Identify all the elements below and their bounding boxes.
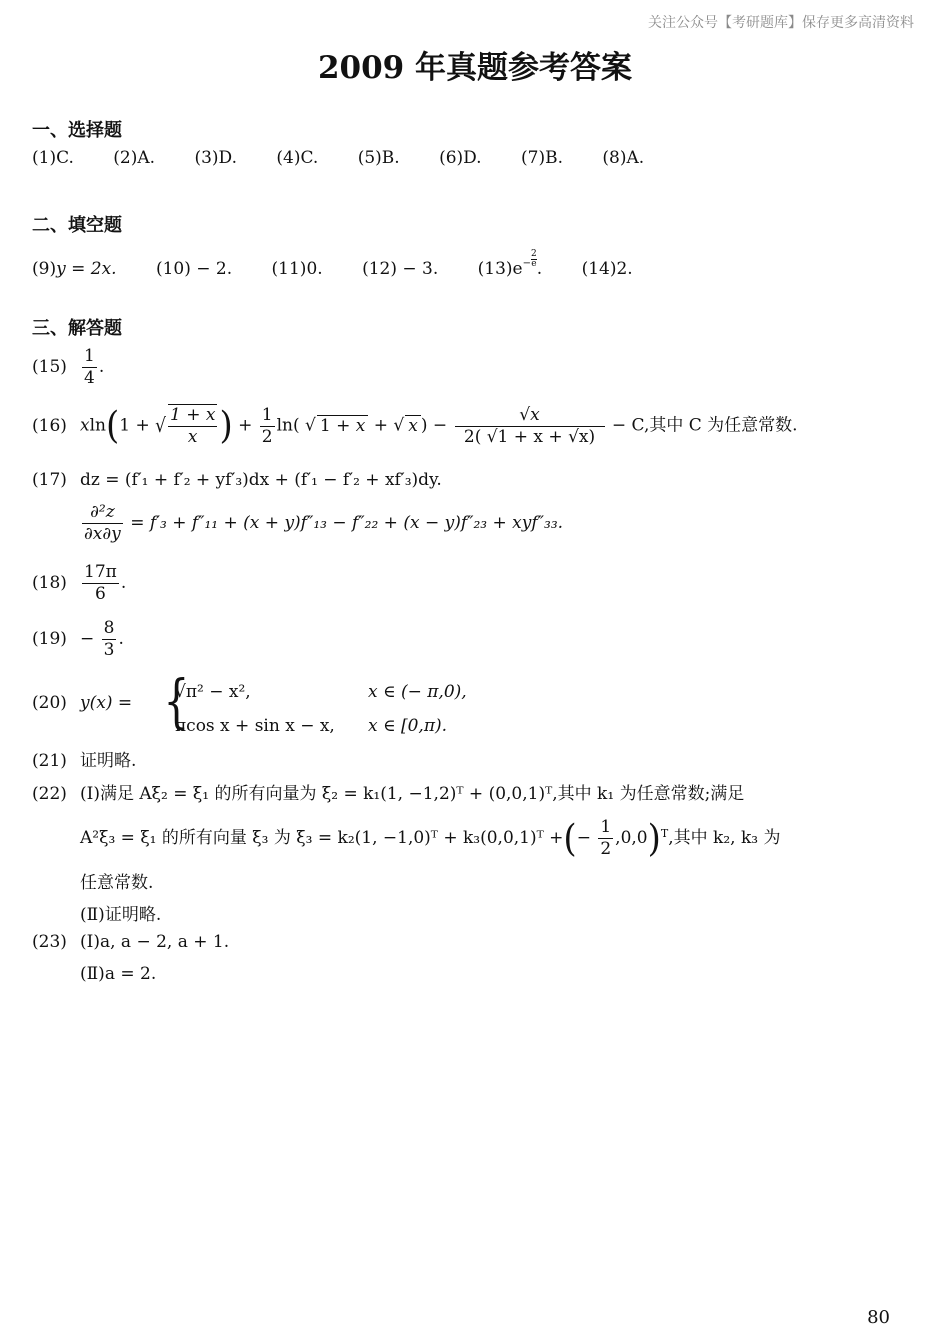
answer-22-line4: (Ⅱ)证明略. — [80, 905, 162, 925]
section-fill-heading: 二、填空题 — [32, 215, 122, 236]
brace: { — [163, 667, 190, 735]
answer-22-line1: (22) (Ⅰ)满足 Aξ₂ = ξ₁ 的所有向量为 ξ₂ = k₁(1, −1,2)ᵀ + (0,0,1)ᵀ,其中 k₁ 为任意常数;满足 — [32, 784, 745, 804]
answer-20-cond2: x ∈ [0,π). — [368, 716, 448, 736]
answer-15: (15) $\frac{1}{4}$ . — [32, 346, 105, 388]
watermark: 关注公众号【考研题库】保存更多高清资料 — [648, 15, 914, 31]
fill-answer-12: (12) − 3. — [362, 259, 439, 279]
answer-20-case2: πcos x + sin x − x, — [175, 716, 335, 736]
answer-23-line2: (Ⅱ)a = 2. — [80, 964, 157, 984]
answer-20-cond1: x ∈ (− π,0), — [368, 682, 467, 702]
page-number: 80 — [867, 1307, 890, 1328]
answer-17-line1: (17) dz = (f′₁ + f′₂ + yf′₃)dx + (f′₁ − f′₂ + xf′₃)dy. — [32, 470, 442, 490]
section-choice-heading: 一、选择题 — [32, 120, 122, 141]
choice-answer: (1)C. — [32, 148, 74, 168]
answer-23-line1: (23) (Ⅰ)a, a − 2, a + 1. — [32, 932, 230, 952]
answer-22-line3: 任意常数. — [80, 873, 154, 893]
choice-answers — [32, 148, 644, 168]
answer-17-line2: $\frac{\text{∂²z}}{\partial x\partial y}$ = f′₃ + f″₁₁ + (x + y)f″₁₃ − f″₂₂ + (x − y)f″₂₃ + xyf″₃₃. — [84, 502, 564, 544]
fraction: $\frac{1}{4}$ — [84, 346, 95, 388]
choice-answer: (3)D. — [194, 148, 237, 168]
choice-answer: (2)A. — [113, 148, 156, 168]
fill-answer-13: (13)e− $\frac{2}{e}$ . — [477, 249, 543, 279]
fill-answer-9: y = 2x. — [56, 259, 117, 279]
fill-answer-9-label: (9) — [32, 259, 57, 279]
choice-answer: (5)B. — [357, 148, 400, 168]
choice-answer: (4)C. — [276, 148, 319, 168]
answer-18: (18) $\frac{17\pi}{6}$ . — [32, 562, 127, 604]
page-title: 2009 年真题参考答案 — [317, 50, 633, 86]
fill-answer-10: (10) − 2. — [155, 259, 233, 279]
choice-answer: (6)D. — [439, 148, 482, 168]
answer-20-case1: √π² − x², — [175, 682, 251, 702]
answer-21: (21) 证明略. — [32, 751, 137, 771]
answer-19: (19) − $\frac{8}{3}$ . — [32, 618, 124, 660]
answer-20-label: (20) y(x) = — [32, 693, 133, 713]
choice-answer: (7)B. — [521, 148, 563, 168]
fill-answer-14: (14)2. — [581, 259, 633, 279]
choice-answer: (8)A. — [602, 148, 645, 168]
fill-answers — [32, 250, 633, 279]
answer-16: (16) xln(1 + √ $\frac{1 + x}{x}$ ) + $\frac{1}{2}$ ln( √ 1 + x + √ x ) − $\frac{√x}{2( √1 + x + √x)}$ − C,其中 C 为任意常数. — [32, 404, 798, 448]
answer-22-line2: A²ξ₃ = ξ₁ 的所有向量 ξ₃ 为 ξ₃ = k₂(1, −1,0)ᵀ + k₃(0,0,1)ᵀ +(− $\frac{1}{2}$ ,0,0)$^T$,其中 k₂, k₃ 为 — [80, 816, 781, 861]
section-solve-heading: 三、解答题 — [32, 318, 122, 339]
fill-answer-11: (11)0. — [271, 259, 323, 279]
